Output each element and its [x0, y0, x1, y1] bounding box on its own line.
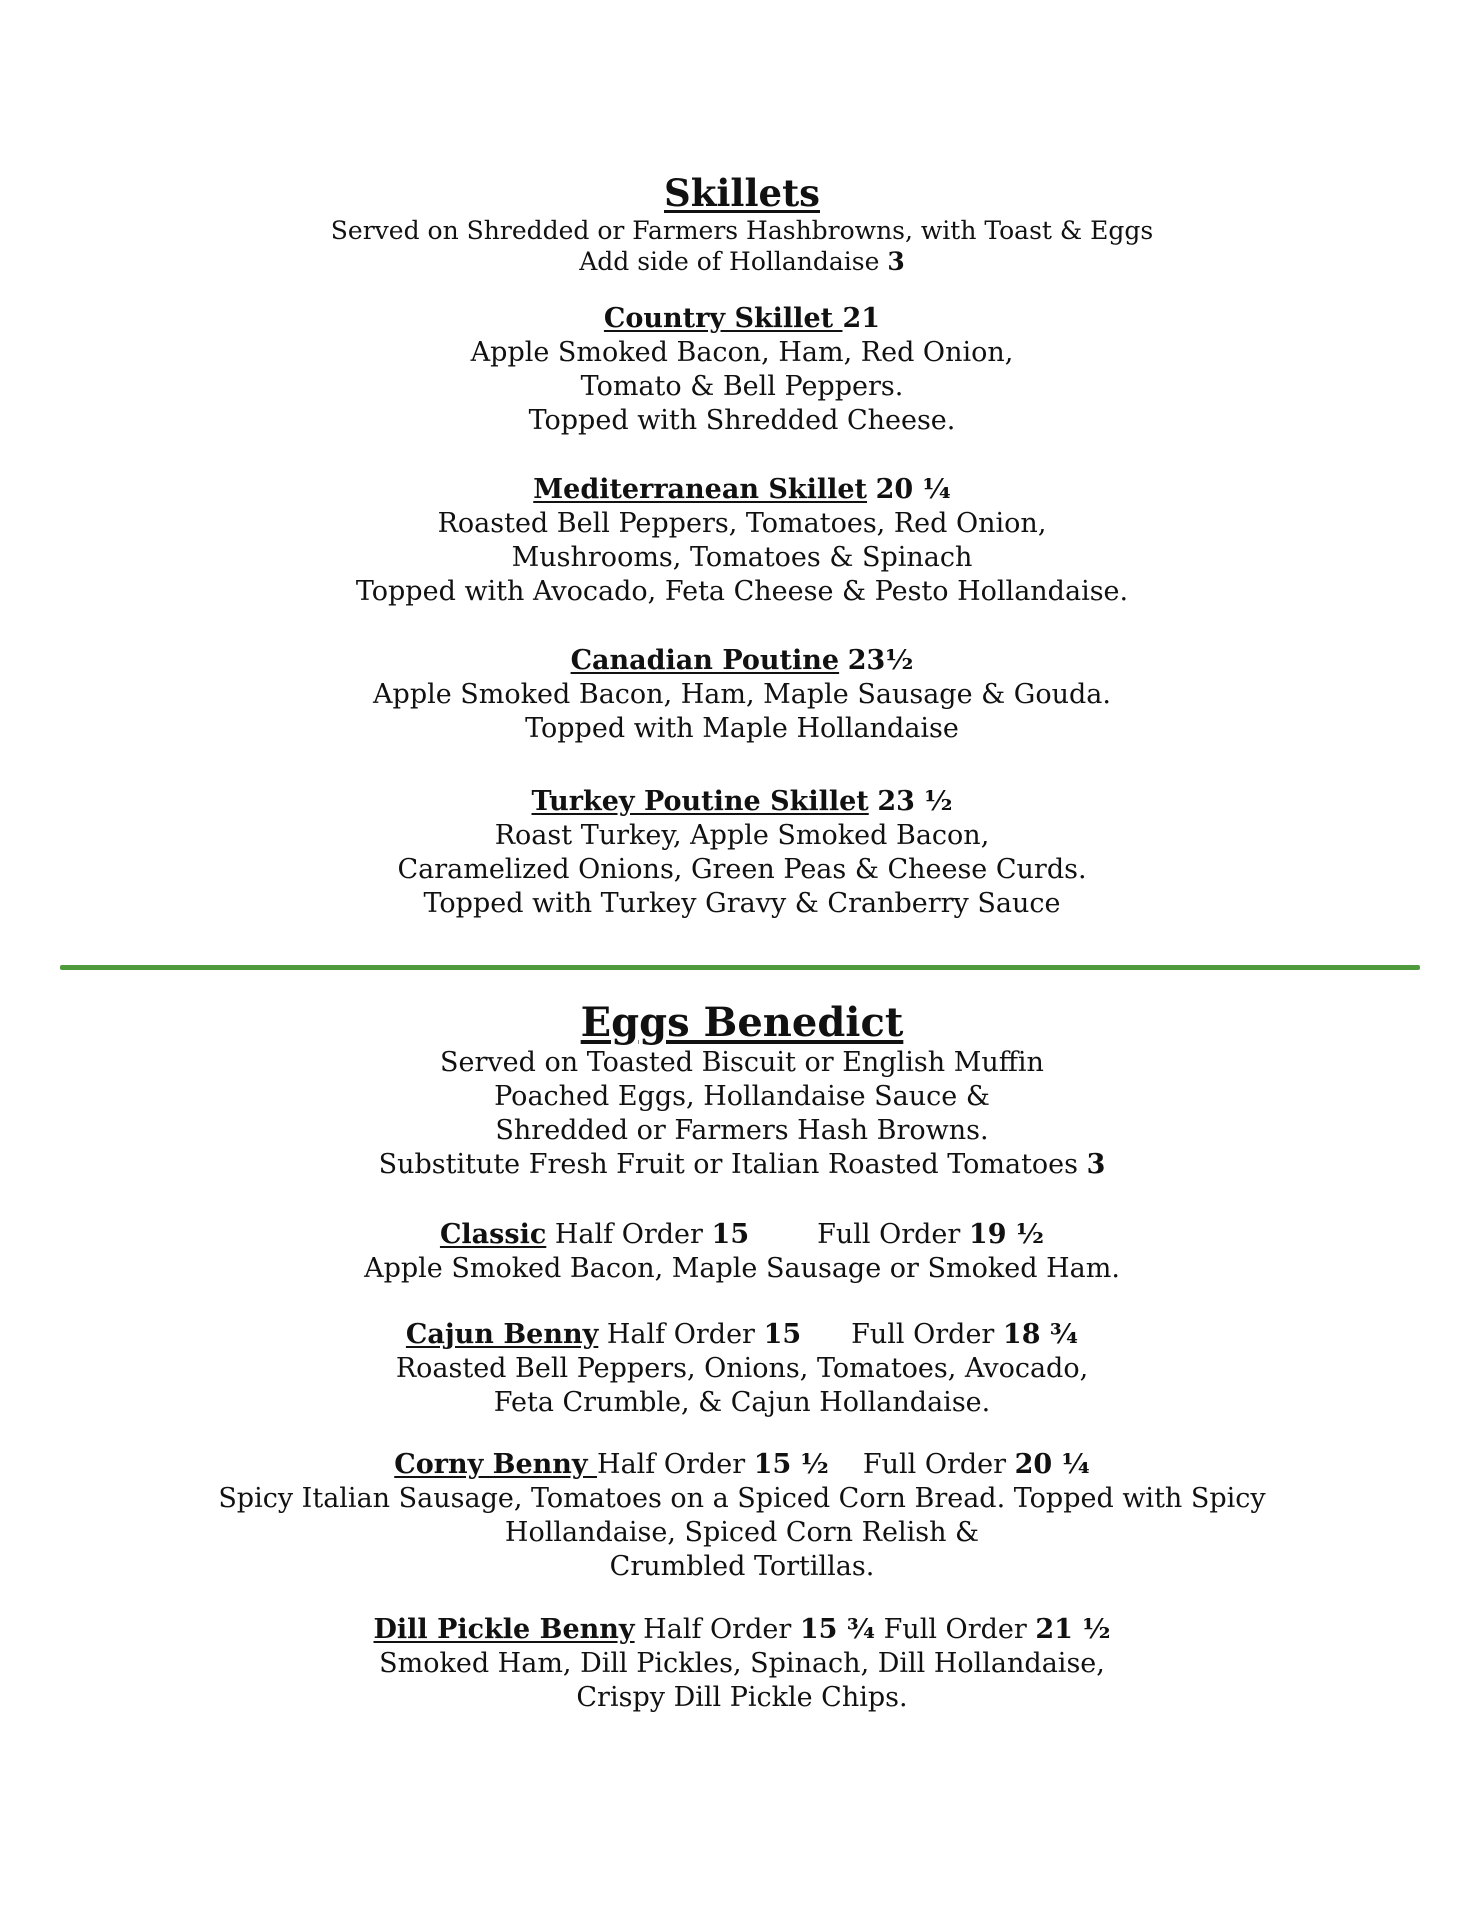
item-description-line: Hollandaise, Spiced Corn Relish & [504, 1517, 980, 1548]
item-price: 20 ¼ [875, 474, 951, 505]
skillets-title: Skillets [664, 171, 820, 215]
half-order-label: Half Order [643, 1614, 792, 1645]
item-price: 23½ [847, 645, 914, 676]
item-description-line: Topped with Maple Hollandaise [525, 713, 959, 744]
item-name: Corny Benny [394, 1449, 598, 1480]
item-description-line: Roast Turkey, Apple Smoked Bacon, [494, 820, 990, 851]
menu-item-classic [0, 1218, 1484, 1286]
substitute-price: 3 [1086, 1149, 1106, 1180]
item-name: Classic [439, 1219, 547, 1250]
menu-item-canadian-poutine [0, 644, 1484, 746]
full-order-price: 19 ½ [968, 1219, 1045, 1250]
item-name: Cajun Benny [405, 1319, 599, 1350]
menu-item-corny-benny [0, 1448, 1484, 1584]
half-order-label: Half Order [554, 1219, 703, 1250]
item-description-line: Apple Smoked Bacon, Ham, Maple Sausage & Gouda. [373, 679, 1111, 710]
item-description-line: Spicy Italian Sausage, Tomatoes on a Spiced Corn Bread. Topped with Spicy [218, 1483, 1266, 1514]
benedict-substitute: Substitute Fresh Fruit or Italian Roasted Tomatoes 3 [378, 1149, 1106, 1180]
item-heading [0, 644, 1484, 678]
item-heading [0, 785, 1484, 819]
full-order-label: Full Order [851, 1319, 995, 1350]
skillets-subtitle-1: Served on Shredded or Farmers Hashbrowns, with Toast & Eggs [330, 215, 1154, 245]
skillets-header [0, 172, 1484, 277]
benedict-header [0, 1000, 1484, 1182]
item-description-line: Crumbled Tortillas. [609, 1551, 875, 1582]
half-order-label: Half Order [597, 1449, 746, 1480]
item-description-line: Apple Smoked Bacon, Ham, Red Onion, [470, 337, 1014, 368]
item-description-line: Topped with Turkey Gravy & Cranberry Sauce [423, 888, 1061, 919]
item-description-line: Tomato & Bell Peppers. [580, 371, 904, 402]
item-description-line: Roasted Bell Peppers, Onions, Tomatoes, Avocado, [395, 1353, 1089, 1384]
benedict-intro-line: Poached Eggs, Hollandaise Sauce & [494, 1081, 990, 1112]
item-heading [0, 473, 1484, 507]
item-heading [0, 302, 1484, 336]
item-description-line: Topped with Shredded Cheese. [528, 405, 956, 436]
full-order-price: 21 ½ [1035, 1614, 1111, 1645]
menu-item-cajun-benny [0, 1318, 1484, 1420]
item-name: Canadian Poutine [570, 645, 840, 676]
item-description-line: Caramelized Onions, Green Peas & Cheese Curds. [397, 854, 1087, 885]
item-heading [0, 1218, 1484, 1252]
half-order-price: 15 ½ [753, 1449, 829, 1480]
item-heading [0, 1613, 1484, 1647]
half-order-price: 15 ¾ [799, 1614, 875, 1645]
full-order-price: 18 ¾ [1002, 1319, 1079, 1350]
item-description-line: Crispy Dill Pickle Chips. [576, 1682, 908, 1713]
item-name: Mediterranean Skillet [533, 474, 868, 505]
hollandaise-price: 3 [887, 246, 905, 276]
half-order-price: 15 [711, 1219, 750, 1250]
item-name: Turkey Poutine Skillet [531, 786, 869, 817]
full-order-label: Full Order [862, 1449, 1007, 1480]
item-description-line: Apple Smoked Bacon, Maple Sausage or Smoked Ham. [364, 1253, 1120, 1284]
item-description-line: Smoked Ham, Dill Pickles, Spinach, Dill Hollandaise, [379, 1648, 1105, 1679]
item-description-line: Mushrooms, Tomatoes & Spinach [511, 542, 973, 573]
item-description-line: Roasted Bell Peppers, Tomatoes, Red Onion, [437, 508, 1047, 539]
item-name: Country Skillet [603, 303, 843, 334]
menu-item-country-skillet [0, 302, 1484, 438]
skillets-subtitle-2: Add side of Hollandaise 3 [579, 246, 905, 276]
item-price: 21 [842, 303, 881, 334]
full-order-price: 20 ¼ [1014, 1449, 1090, 1480]
item-heading [0, 1318, 1484, 1352]
menu-item-mediterranean-skillet [0, 473, 1484, 609]
benedict-intro-line: Shredded or Farmers Hash Browns. [495, 1115, 989, 1146]
item-heading [0, 1448, 1484, 1482]
item-description-line: Feta Crumble, & Cajun Hollandaise. [493, 1387, 991, 1418]
full-order-label: Full Order [817, 1219, 961, 1250]
menu-item-turkey-poutine-skillet [0, 785, 1484, 921]
half-order-label: Half Order [606, 1319, 755, 1350]
item-description-line: Topped with Avocado, Feta Cheese & Pesto Hollandaise. [355, 576, 1129, 607]
benedict-intro-line: Served on Toasted Biscuit or English Muffin [440, 1047, 1044, 1078]
item-name: Dill Pickle Benny [373, 1614, 635, 1645]
item-price: 23 ½ [877, 786, 953, 817]
half-order-price: 15 [763, 1319, 802, 1350]
benedict-title: Eggs Benedict [580, 999, 904, 1046]
section-divider [60, 965, 1420, 970]
menu-item-dill-pickle-benny [0, 1613, 1484, 1715]
full-order-label: Full Order [883, 1614, 1027, 1645]
